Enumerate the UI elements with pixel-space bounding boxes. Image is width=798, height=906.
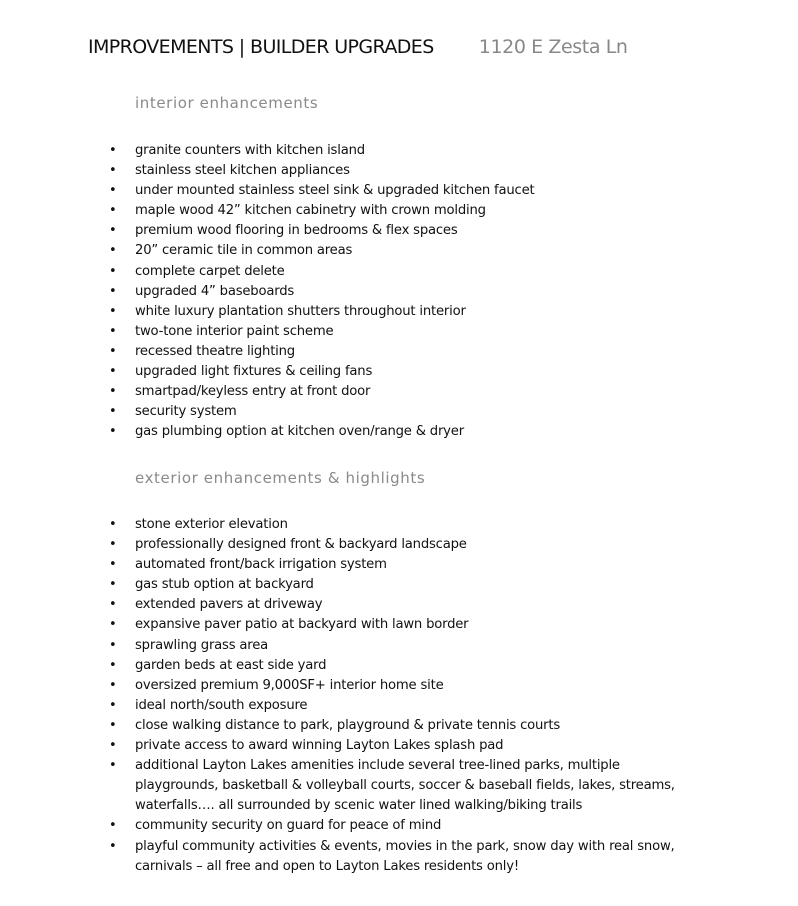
list-item-text: community security on guard for peace of mind [135, 818, 442, 834]
bullet-icon: • [109, 424, 117, 440]
bullet-icon: • [109, 163, 117, 179]
bullet-icon: • [109, 677, 117, 693]
bullet-icon: • [109, 717, 117, 733]
bullet-icon: • [109, 323, 117, 339]
bullet-icon: • [109, 758, 117, 774]
bullet-icon: • [109, 637, 117, 653]
list-item [109, 342, 689, 362]
bullet-icon: • [109, 577, 117, 593]
bullet-icon: • [109, 243, 117, 259]
list-item-text: private access to award winning Layton Lakes splash pad [135, 738, 504, 754]
list-item-text: granite counters with kitchen island [135, 143, 365, 158]
bullet-icon: • [109, 838, 117, 854]
list-item [109, 736, 689, 756]
list-item-text: gas stub option at backyard [135, 577, 314, 593]
list-item [109, 555, 689, 575]
bullet-icon: • [109, 384, 117, 400]
bullet-icon: • [109, 223, 117, 239]
list-item-text: playful community activities & events, movies in the park, snow day with real snow, carnivals – all free and open to Layton Lakes residents only! [135, 838, 675, 874]
list-item-text: upgraded 4” baseboards [135, 283, 295, 299]
list-item [109, 575, 689, 595]
property-address: 1120 E Zesta Ln [478, 36, 628, 58]
bullet-icon: • [109, 617, 117, 633]
list-item [109, 282, 689, 302]
bullet-icon: • [109, 597, 117, 613]
list-item-text: 20” ceramic tile in common areas [135, 243, 353, 259]
list-item [109, 837, 689, 877]
interior-list [109, 141, 689, 442]
list-item-text: stainless steel kitchen appliances [135, 163, 350, 179]
page-title: IMPROVEMENTS | BUILDER UPGRADES [88, 36, 434, 58]
list-item [109, 595, 689, 615]
interior-section-heading: interior enhancements [135, 94, 319, 112]
bullet-icon: • [109, 517, 117, 532]
list-item-text: complete carpet delete [135, 263, 285, 279]
list-item [109, 181, 689, 201]
list-item-text: recessed theatre lighting [135, 343, 295, 359]
list-item-text: professionally designed front & backyard landscape [135, 537, 467, 553]
list-item-text: additional Layton Lakes amenities include several tree-lined parks, multiple playgrounds, basketball & volleyball courts, soccer & baseball fields, lakes, streams, waterfalls…. all surrounded by scenic water lined walking/biking trails [135, 758, 675, 814]
list-item [109, 535, 689, 555]
list-item [109, 221, 689, 241]
list-item-text: sprawling grass area [135, 637, 268, 653]
list-item-text: garden beds at east side yard [135, 657, 327, 673]
list-item-text: close walking distance to park, playground & private tennis courts [135, 717, 561, 733]
list-item [109, 262, 689, 282]
list-item [109, 302, 689, 322]
list-item-text: under mounted stainless steel sink & upgraded kitchen faucet [135, 183, 535, 199]
list-item [109, 816, 689, 836]
bullet-icon: • [109, 697, 117, 713]
list-item [109, 402, 689, 422]
list-item [109, 161, 689, 181]
list-item [109, 676, 689, 696]
bullet-icon: • [109, 818, 117, 834]
bullet-icon: • [109, 557, 117, 573]
list-item [109, 382, 689, 402]
list-item-text: oversized premium 9,000SF+ interior home site [135, 677, 444, 693]
list-item-text: two-tone interior paint scheme [135, 323, 334, 339]
bullet-icon: • [109, 404, 117, 420]
list-item [109, 696, 689, 716]
list-item [109, 656, 689, 676]
exterior-section-heading: exterior enhancements & highlights [135, 469, 426, 487]
list-item [109, 422, 689, 442]
list-item-text: upgraded light fixtures & ceiling fans [135, 364, 373, 380]
bullet-icon: • [109, 738, 117, 754]
list-item-text: gas plumbing option at kitchen oven/range & dryer [135, 424, 464, 440]
list-item-text: automated front/back irrigation system [135, 557, 387, 573]
bullet-icon: • [109, 143, 117, 158]
bullet-icon: • [109, 183, 117, 199]
list-item [109, 756, 689, 816]
list-item-text: ideal north/south exposure [135, 697, 308, 713]
list-item-text: extended pavers at driveway [135, 597, 323, 613]
bullet-icon: • [109, 283, 117, 299]
bullet-icon: • [109, 537, 117, 553]
list-item-text: stone exterior elevation [135, 517, 288, 532]
bullet-icon: • [109, 303, 117, 319]
list-item-text: expansive paver patio at backyard with lawn border [135, 617, 469, 633]
bullet-icon: • [109, 203, 117, 219]
list-item [109, 615, 689, 635]
document-header [88, 36, 788, 58]
list-item-text: smartpad/keyless entry at front door [135, 384, 371, 400]
list-item-text: security system [135, 404, 237, 420]
list-item [109, 322, 689, 342]
list-item-text: premium wood flooring in bedrooms & flex spaces [135, 223, 458, 239]
bullet-icon: • [109, 364, 117, 380]
exterior-list [109, 515, 689, 877]
bullet-icon: • [109, 343, 117, 359]
list-item [109, 716, 689, 736]
list-item [109, 362, 689, 382]
list-item [109, 241, 689, 261]
list-item [109, 515, 689, 535]
bullet-icon: • [109, 657, 117, 673]
list-item [109, 636, 689, 656]
bullet-icon: • [109, 263, 117, 279]
list-item-text: white luxury plantation shutters throughout interior [135, 303, 466, 319]
list-item-text: maple wood 42” kitchen cabinetry with crown molding [135, 203, 486, 219]
list-item [109, 201, 689, 221]
list-item [109, 141, 689, 161]
